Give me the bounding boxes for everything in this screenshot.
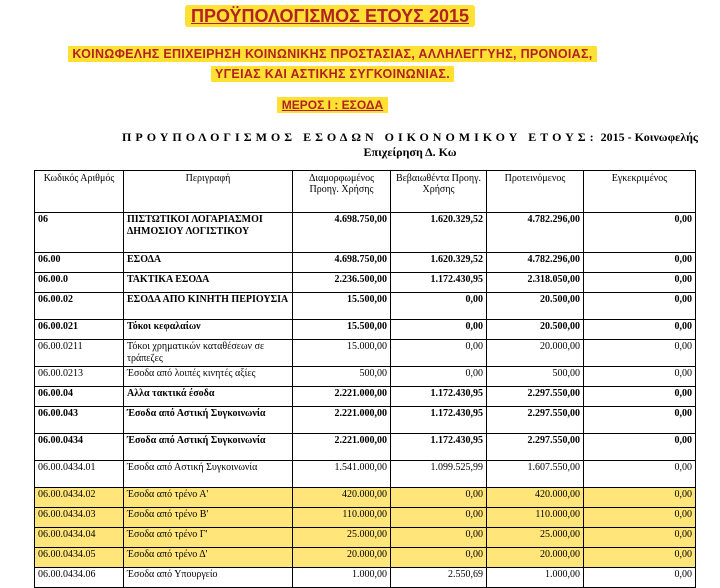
cell-code: 06.00.0434.02 (35, 488, 124, 508)
table-row (35, 548, 696, 568)
cell-proposed: 2.297.550,00 (487, 407, 584, 434)
table-row (35, 568, 696, 588)
cell-formed: 2.221.000,00 (293, 407, 391, 434)
cell-certified: 0,00 (391, 528, 487, 548)
cell-code: 06.00.0 (35, 273, 124, 293)
cell-code: 06.00.0211 (35, 340, 124, 367)
cell-description: ΕΣΟΔΑ (124, 253, 293, 273)
cell-description: Τόκοι χρηματικών καταθέσεων σε τράπεζες (124, 340, 293, 367)
cell-certified: 2.550,69 (391, 568, 487, 588)
cell-proposed: 20.000,00 (487, 548, 584, 568)
cell-formed: 4.698.750,00 (293, 253, 391, 273)
part-heading (0, 98, 665, 112)
cell-formed: 110.000,00 (293, 508, 391, 528)
cell-description: Έσοδα από τρένο Δ' (124, 548, 293, 568)
budget-heading-line-2: Επιχείρηση Δ. Κω (363, 145, 457, 159)
cell-approved: 0,00 (584, 293, 696, 320)
cell-code: 06 (35, 213, 124, 253)
table-row (35, 407, 696, 434)
cell-code: 06.00.0434 (35, 434, 124, 461)
header-code: Κωδικός Αριθμός (35, 171, 124, 213)
cell-code: 06.00.0434.03 (35, 508, 124, 528)
table-row (35, 213, 696, 253)
cell-proposed: 4.782.296,00 (487, 213, 584, 253)
cell-description: Έσοδα από τρένο Β' (124, 508, 293, 528)
cell-certified: 0,00 (391, 488, 487, 508)
cell-approved: 0,00 (584, 488, 696, 508)
cell-approved: 0,00 (584, 568, 696, 588)
cell-formed: 1.000,00 (293, 568, 391, 588)
table-row (35, 434, 696, 461)
cell-approved: 0,00 (584, 407, 696, 434)
table-row (35, 320, 696, 340)
cell-formed: 20.000,00 (293, 548, 391, 568)
cell-certified: 1.172.430,95 (391, 434, 487, 461)
cell-formed: 2.221.000,00 (293, 387, 391, 407)
cell-certified: 0,00 (391, 508, 487, 528)
cell-code: 06.00.043 (35, 407, 124, 434)
cell-approved: 0,00 (584, 367, 696, 387)
cell-certified: 0,00 (391, 548, 487, 568)
cell-proposed: 2.297.550,00 (487, 387, 584, 407)
header-proposed: Προτεινόμενος (487, 171, 584, 213)
header-description: Περιγραφή (124, 171, 293, 213)
part-heading-text: ΜΕΡΟΣ Ι : ΕΣΟΔΑ (277, 97, 388, 113)
cell-certified: 1.620.329,52 (391, 253, 487, 273)
cell-approved: 0,00 (584, 273, 696, 293)
cell-certified: 1.172.430,95 (391, 387, 487, 407)
cell-description: Έσοδα από Αστική Συγκοινωνία (124, 407, 293, 434)
budget-table (34, 170, 696, 588)
cell-proposed: 110.000,00 (487, 508, 584, 528)
cell-code: 06.00 (35, 253, 124, 273)
table-row (35, 253, 696, 273)
cell-proposed: 2.297.550,00 (487, 434, 584, 461)
cell-code: 06.00.021 (35, 320, 124, 340)
cell-formed: 25.000,00 (293, 528, 391, 548)
cell-formed: 2.236.500,00 (293, 273, 391, 293)
subtitle-line-2: ΥΓΕΙΑΣ ΚΑΙ ΑΣΤΙΚΗΣ ΣΥΓΚΟΙΝΩΝΙΑΣ. (211, 66, 454, 82)
document-title (0, 6, 660, 27)
cell-approved: 0,00 (584, 253, 696, 273)
cell-description: Έσοδα από Αστική Συγκοινωνία (124, 461, 293, 488)
cell-description: ΤΑΚΤΙΚΑ ΕΣΟΔΑ (124, 273, 293, 293)
cell-code: 06.00.0434.01 (35, 461, 124, 488)
cell-code: 06.00.02 (35, 293, 124, 320)
cell-code: 06.00.0434.06 (35, 568, 124, 588)
table-row (35, 293, 696, 320)
cell-certified: 1.620.329,52 (391, 213, 487, 253)
cell-formed: 420.000,00 (293, 488, 391, 508)
cell-description: Έσοδα από Υπουργείο (124, 568, 293, 588)
cell-proposed: 20.500,00 (487, 293, 584, 320)
table-row (35, 488, 696, 508)
cell-approved: 0,00 (584, 508, 696, 528)
cell-description: Έσοδα από τρένο Γ' (124, 528, 293, 548)
cell-proposed: 1.000,00 (487, 568, 584, 588)
cell-proposed: 20.500,00 (487, 320, 584, 340)
cell-proposed: 4.782.296,00 (487, 253, 584, 273)
subtitle-line-1: ΚΟΙΝΩΦΕΛΗΣ ΕΠΙΧΕΙΡΗΣΗ ΚΟΙΝΩΝΙΚΗΣ ΠΡΟΣΤΑΣΙΑΣ, ΑΛΛΗΛΕΓΓΥΗΣ, ΠΡΟΝΟΙΑΣ, (68, 46, 596, 62)
document-title-text: ΠΡΟΫΠΟΛΟΓΙΣΜΟΣ ΕΤΟΥΣ 2015 (185, 5, 475, 27)
cell-proposed: 25.000,00 (487, 528, 584, 548)
cell-certified: 1.172.430,95 (391, 273, 487, 293)
table-row (35, 340, 696, 367)
cell-code: 06.00.04 (35, 387, 124, 407)
cell-proposed: 420.000,00 (487, 488, 584, 508)
cell-formed: 1.541.000,00 (293, 461, 391, 488)
header-certified: Βεβαιωθέντα Προηγ. Χρήσης (391, 171, 487, 213)
budget-heading-rest: 2015 - Κοινωφελής (597, 130, 698, 144)
cell-description: ΕΣΟΔΑ ΑΠΟ ΚΙΝΗΤΗ ΠΕΡΙΟΥΣΙΑ (124, 293, 293, 320)
cell-certified: 0,00 (391, 367, 487, 387)
cell-description: Έσοδα από τρένο Α' (124, 488, 293, 508)
table-row (35, 461, 696, 488)
cell-formed: 15.500,00 (293, 320, 391, 340)
cell-certified: 0,00 (391, 320, 487, 340)
cell-approved: 0,00 (584, 320, 696, 340)
cell-approved: 0,00 (584, 387, 696, 407)
cell-approved: 0,00 (584, 461, 696, 488)
budget-heading (110, 130, 710, 160)
cell-description: ΠΙΣΤΩΤΙΚΟΙ ΛΟΓΑΡΙΑΣΜΟΙ ΔΗΜΟΣΙΟΥ ΛΟΓΙΣΤΙΚΟΥ (124, 213, 293, 253)
table-header-row (35, 171, 696, 213)
document-subtitle (0, 44, 665, 84)
cell-approved: 0,00 (584, 340, 696, 367)
cell-description: Έσοδα από Αστική Συγκοινωνία (124, 434, 293, 461)
cell-description: Τόκοι κεφαλαίων (124, 320, 293, 340)
header-approved: Εγκεκριμένος (584, 171, 696, 213)
cell-approved: 0,00 (584, 213, 696, 253)
cell-formed: 4.698.750,00 (293, 213, 391, 253)
table-row (35, 273, 696, 293)
cell-description: Αλλα τακτικά έσοδα (124, 387, 293, 407)
cell-certified: 1.172.430,95 (391, 407, 487, 434)
cell-proposed: 2.318.050,00 (487, 273, 584, 293)
budget-heading-spaced: ΠΡΟΥΠΟΛΟΓΙΣΜΟΣ ΕΣΟΔΩΝ ΟΙΚΟΝΟΜΙΚΟΥ ΕΤΟΥΣ: (122, 130, 598, 144)
cell-proposed: 500,00 (487, 367, 584, 387)
cell-code: 06.00.0434.04 (35, 528, 124, 548)
cell-description: Έσοδα από λοιπές κινητές αξίες (124, 367, 293, 387)
cell-proposed: 1.607.550,00 (487, 461, 584, 488)
cell-certified: 0,00 (391, 340, 487, 367)
cell-formed: 2.221.000,00 (293, 434, 391, 461)
cell-proposed: 20.000,00 (487, 340, 584, 367)
cell-certified: 0,00 (391, 293, 487, 320)
cell-formed: 15.000,00 (293, 340, 391, 367)
cell-approved: 0,00 (584, 528, 696, 548)
header-formed: Διαμορφωμένος Προηγ. Χρήσης (293, 171, 391, 213)
table-row (35, 508, 696, 528)
table-row (35, 387, 696, 407)
cell-formed: 15.500,00 (293, 293, 391, 320)
cell-certified: 1.099.525,99 (391, 461, 487, 488)
table-row (35, 367, 696, 387)
cell-formed: 500,00 (293, 367, 391, 387)
cell-approved: 0,00 (584, 434, 696, 461)
cell-code: 06.00.0434.05 (35, 548, 124, 568)
cell-code: 06.00.0213 (35, 367, 124, 387)
table-row (35, 528, 696, 548)
cell-approved: 0,00 (584, 548, 696, 568)
